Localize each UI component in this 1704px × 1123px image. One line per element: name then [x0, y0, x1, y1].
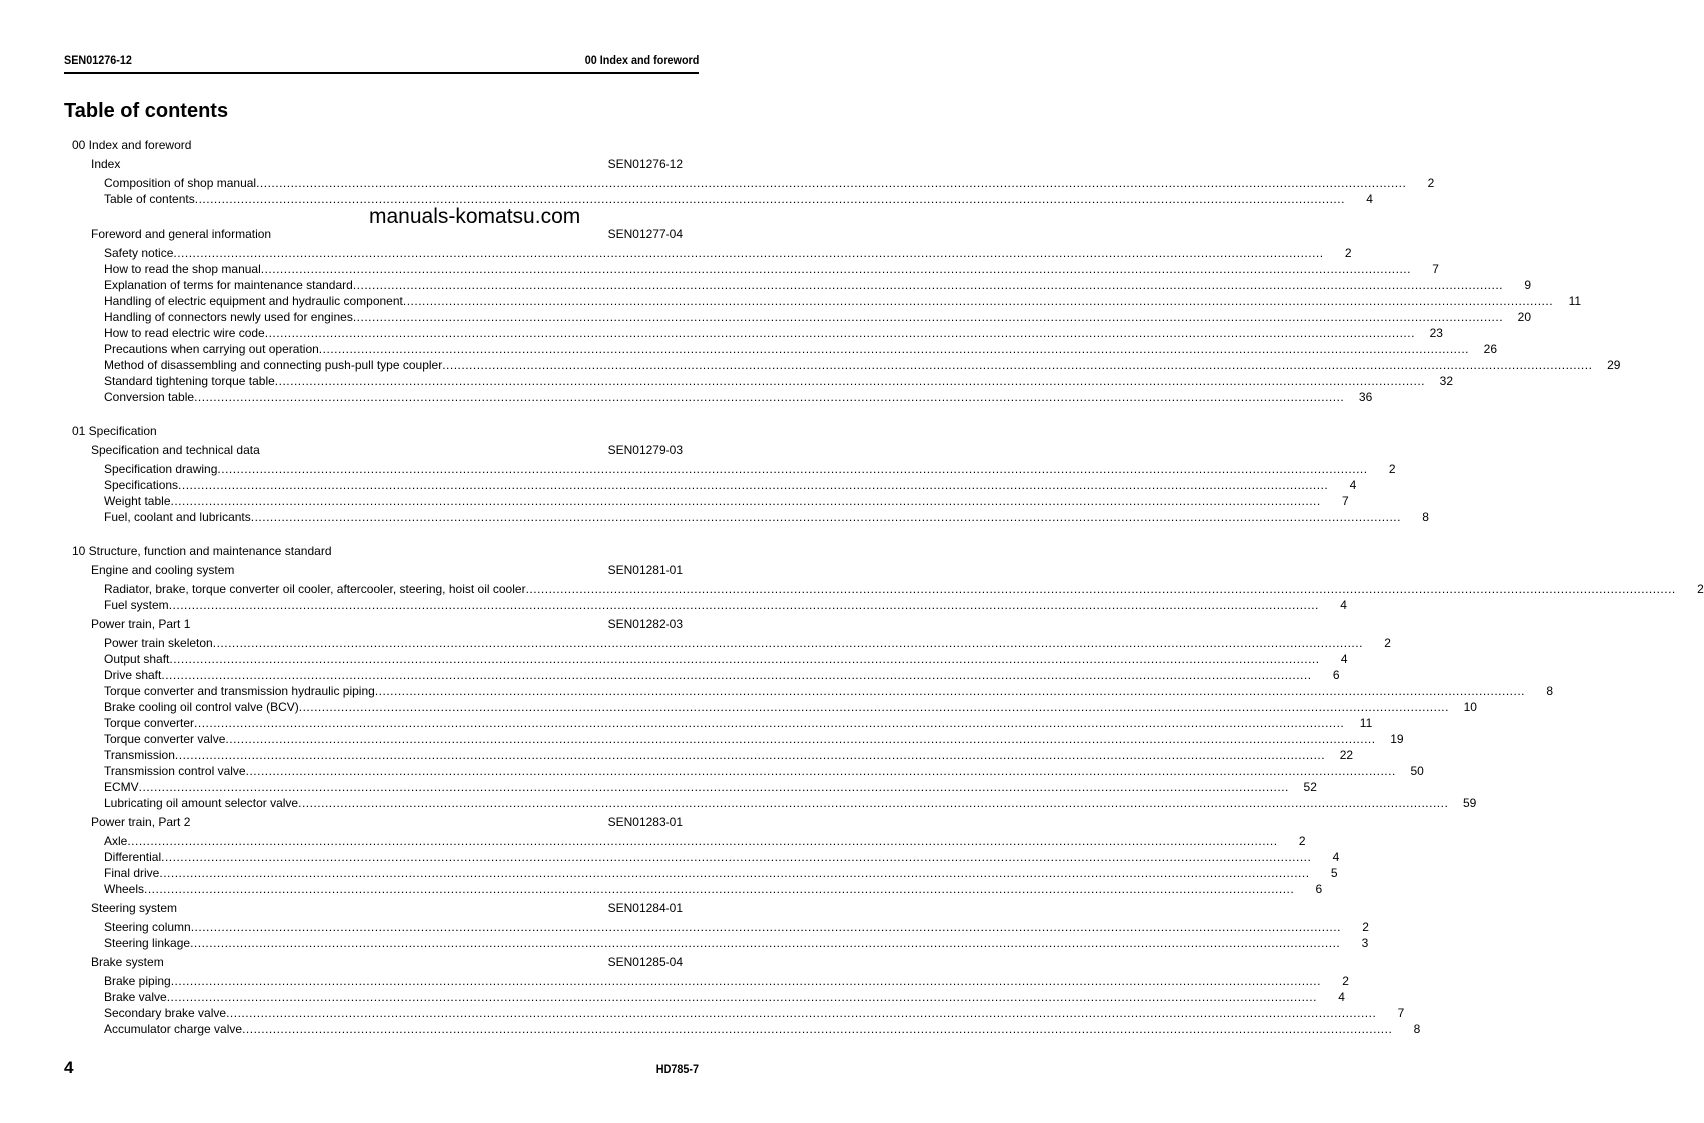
dot-leader: ............................................................................................................................................................................................................................................................................................................ [174, 748, 1326, 762]
toc-item-label: Lubricating oil amount selector valve [104, 796, 299, 810]
toc-doc-code: SEN01281-01 [607, 563, 683, 577]
toc-item-row[interactable] [104, 651, 1348, 667]
toc-item-row[interactable] [104, 635, 1391, 651]
toc-item-row[interactable] [104, 699, 1477, 715]
toc-item-label: Steering linkage [104, 936, 191, 950]
dot-leader: ............................................................................................................................................................................................................................................................................................................ [245, 764, 1396, 778]
toc-item-row[interactable] [104, 881, 1323, 897]
toc-section-row [72, 543, 683, 559]
toc-item-label: Method of disassembling and connecting push-pull type coupler [104, 358, 443, 372]
toc-doc-label: Power train, Part 2 [91, 815, 191, 829]
dot-leader: ............................................................................................................................................................................................................................................................................................................ [169, 652, 1320, 666]
toc-page-number: 59 [1462, 796, 1477, 810]
dot-leader: ............................................................................................................................................................................................................................................................................................................ [402, 294, 1554, 308]
dot-leader: ............................................................................................................................................................................................................................................................................................................ [212, 636, 1363, 650]
toc-page-number: 11 [1568, 294, 1582, 308]
toc-item-label: Differential [104, 850, 162, 864]
toc-page-number: 36 [1358, 390, 1373, 404]
toc-item-row[interactable] [104, 477, 1357, 493]
dot-leader: ............................................................................................................................................................................................................................................................................................................ [194, 390, 1345, 404]
toc-item-label: Table of contents [104, 192, 195, 206]
dot-leader: ............................................................................................................................................................................................................................................................................................................ [260, 262, 1411, 276]
toc-item-label: Transmission [104, 748, 175, 762]
toc-page-number: 2 [1697, 582, 1704, 596]
toc-doc-label: Brake system [91, 955, 164, 969]
toc-item-row[interactable] [104, 461, 1396, 477]
toc-doc-code: SEN01277-04 [607, 227, 683, 241]
toc-page-number: 4 [1338, 990, 1345, 1004]
toc-item-row[interactable] [104, 597, 1347, 613]
toc-item-row[interactable] [104, 509, 1429, 525]
toc-item-label: Wheels [104, 882, 145, 896]
dot-leader: ............................................................................................................................................................................................................................................................................................................ [352, 310, 1504, 324]
toc-item-row[interactable] [104, 1005, 1405, 1021]
toc-item-row[interactable] [104, 935, 1369, 951]
toc-item-label: Transmission control valve [104, 764, 246, 778]
dot-leader: ............................................................................................................................................................................................................................................................................................................ [161, 850, 1312, 864]
toc-section-row [72, 423, 683, 439]
toc-page-number: 7 [1397, 1006, 1405, 1020]
toc-item-label: ECMV [104, 780, 139, 794]
toc-item-label: Output shaft [104, 652, 170, 666]
toc-page-number: 8 [1422, 510, 1429, 524]
toc-page-number: 52 [1303, 780, 1317, 794]
toc-page-number: 2 [1344, 246, 1352, 260]
dot-leader: ............................................................................................................................................................................................................................................................................................................ [226, 1006, 1377, 1020]
table-of-contents [72, 137, 1704, 1037]
dot-leader: ............................................................................................................................................................................................................................................................................................................ [217, 462, 1368, 476]
toc-item-label: Torque converter valve [104, 732, 226, 746]
toc-item-row[interactable] [104, 833, 1306, 849]
toc-item-row[interactable] [104, 341, 1497, 357]
toc-page-number: 4 [1349, 478, 1357, 492]
toc-doc-row[interactable] [91, 156, 683, 172]
toc-page-number: 2 [1388, 462, 1396, 476]
dot-leader: ............................................................................................................................................................................................................................................................................................................ [173, 246, 1324, 260]
toc-item-row[interactable] [104, 261, 1439, 277]
dot-leader: ............................................................................................................................................................................................................................................................................................................ [225, 732, 1376, 746]
dot-leader: ............................................................................................................................................................................................................................................................................................................ [190, 936, 1341, 950]
toc-section-row [72, 137, 683, 153]
toc-item-row[interactable] [104, 865, 1338, 881]
toc-item-label: How to read electric wire code [104, 326, 265, 340]
toc-item-label: How to read the shop manual [104, 262, 261, 276]
toc-section-label: 00 Index and foreword [72, 138, 192, 152]
dot-leader: ............................................................................................................................................................................................................................................................................................................ [374, 684, 1526, 698]
toc-doc-code: SEN01284-01 [607, 901, 683, 915]
toc-page-number: 29 [1607, 358, 1621, 372]
toc-page-number: 7 [1432, 262, 1439, 276]
toc-doc-label: Power train, Part 1 [91, 617, 191, 631]
toc-item-label: Fuel system [104, 598, 169, 612]
toc-doc-code: SEN01285-04 [607, 955, 683, 969]
toc-item-label: Specifications [104, 478, 179, 492]
toc-doc-label: Foreword and general information [91, 227, 272, 241]
toc-item-label: Fuel, coolant and lubricants [104, 510, 251, 524]
toc-item-row[interactable] [104, 973, 1349, 989]
toc-page-number: 32 [1439, 374, 1453, 388]
toc-page-number: 23 [1429, 326, 1443, 340]
page-number: 4 [64, 1058, 74, 1077]
toc-page-number: 50 [1410, 764, 1424, 778]
toc-item-row[interactable] [104, 309, 1532, 325]
toc-page-number: 20 [1517, 310, 1532, 324]
toc-item-label: Weight table [104, 494, 171, 508]
toc-page-number: 4 [1332, 850, 1340, 864]
toc-doc-row[interactable] [91, 814, 683, 830]
dot-leader: ............................................................................................................................................................................................................................................................................................................ [170, 974, 1321, 988]
toc-item-row[interactable] [104, 849, 1340, 865]
toc-doc-code: SEN01276-12 [607, 157, 683, 171]
dot-leader: ............................................................................................................................................................................................................................................................................................................ [190, 920, 1341, 934]
toc-item-row[interactable] [104, 389, 1373, 405]
header-doc-code: SEN01276-12 [64, 53, 132, 67]
toc-item-label: Brake piping [104, 974, 171, 988]
toc-item-label: Composition of shop manual [104, 176, 257, 190]
toc-doc-code: SEN01282-03 [607, 617, 683, 631]
toc-item-label: Radiator, brake, torque converter oil cooler, aftercooler, steering, hoist oil cooler [104, 582, 526, 596]
toc-page-number: 4 [1366, 192, 1373, 206]
dot-leader: ............................................................................................................................................................................................................................................................................................................ [264, 326, 1415, 340]
toc-page-number: 2 [1342, 974, 1349, 988]
toc-item-label: Brake valve [104, 990, 167, 1004]
toc-page-number: 6 [1332, 668, 1340, 682]
dot-leader: ............................................................................................................................................................................................................................................................................................................ [256, 176, 1407, 190]
dot-leader: ............................................................................................................................................................................................................................................................................................................ [138, 780, 1289, 794]
dot-leader: ............................................................................................................................................................................................................................................................................................................ [298, 700, 1449, 714]
dot-leader: ............................................................................................................................................................................................................................................................................................................ [161, 668, 1312, 682]
toc-doc-code: SEN01283-01 [607, 815, 683, 829]
toc-page-number: 2 [1298, 834, 1306, 848]
dot-leader: ............................................................................................................................................................................................................................................................................................................ [242, 1022, 1393, 1036]
toc-item-row[interactable] [104, 175, 1435, 191]
toc-item-label: Secondary brake valve [104, 1006, 227, 1020]
toc-item-row[interactable] [104, 293, 1582, 309]
dot-leader: ............................................................................................................................................................................................................................................................................................................ [168, 598, 1319, 612]
dot-leader: ............................................................................................................................................................................................................................................................................................................ [194, 192, 1345, 206]
toc-page-number: 26 [1483, 342, 1497, 356]
toc-page-number: 2 [1427, 176, 1435, 190]
dot-leader: ............................................................................................................................................................................................................................................................................................................ [352, 278, 1504, 292]
toc-page-number: 2 [1362, 920, 1369, 934]
toc-doc-row[interactable] [91, 616, 683, 632]
toc-page-number: 5 [1330, 866, 1338, 880]
toc-doc-row[interactable] [91, 562, 683, 578]
toc-item-row[interactable] [104, 763, 1424, 779]
toc-doc-label: Engine and cooling system [91, 563, 235, 577]
toc-item-row[interactable] [104, 493, 1349, 509]
dot-leader: ............................................................................................................................................................................................................................................................................................................ [166, 990, 1317, 1004]
toc-page-number: 3 [1361, 936, 1369, 950]
toc-item-row[interactable] [104, 715, 1373, 731]
toc-item-row[interactable] [104, 667, 1340, 683]
toc-page-number: 9 [1524, 278, 1532, 292]
toc-page-number: 22 [1339, 748, 1354, 762]
dot-leader: ............................................................................................................................................................................................................................................................................................................ [250, 510, 1401, 524]
toc-section-label: 01 Specification [72, 424, 157, 438]
toc-item-row[interactable] [104, 795, 1477, 811]
toc-item-row[interactable] [104, 747, 1354, 763]
dot-leader: ............................................................................................................................................................................................................................................................................................................ [194, 716, 1345, 730]
toc-page-number: 4 [1340, 652, 1348, 666]
dot-leader: ............................................................................................................................................................................................................................................................................................................ [144, 882, 1295, 896]
dot-leader: ............................................................................................................................................................................................................................................................................................................ [274, 374, 1425, 388]
page-title: Table of contents [64, 100, 229, 122]
toc-item-label: Safety notice [104, 246, 174, 260]
toc-item-label: Conversion table [104, 390, 195, 404]
toc-page-number: 6 [1315, 882, 1323, 896]
toc-page-number: 4 [1340, 598, 1347, 612]
dot-leader: ............................................................................................................................................................................................................................................................................................................ [298, 796, 1449, 810]
dot-leader: ............................................................................................................................................................................................................................................................................................................ [159, 866, 1310, 880]
toc-item-label: Handling of connectors newly used for engines [104, 310, 353, 324]
dot-leader: ............................................................................................................................................................................................................................................................................................................ [525, 582, 1676, 596]
toc-page-number: 11 [1359, 716, 1373, 730]
watermark: manuals-komatsu.com [369, 205, 581, 228]
toc-doc-label: Steering system [91, 901, 178, 915]
toc-doc-code: SEN01279-03 [607, 443, 683, 457]
toc-item-row[interactable] [104, 731, 1404, 747]
toc-item-row[interactable] [104, 245, 1352, 261]
toc-item-row[interactable] [104, 325, 1443, 341]
toc-item-label: Specification drawing [104, 462, 218, 476]
toc-item-row[interactable] [104, 919, 1369, 935]
toc-item-label: Axle [104, 834, 128, 848]
toc-item-row[interactable] [104, 581, 1704, 597]
toc-item-label: Drive shaft [104, 668, 162, 682]
dot-leader: ............................................................................................................................................................................................................................................................................................................ [318, 342, 1469, 356]
dot-leader: ............................................................................................................................................................................................................................................................................................................ [442, 358, 1593, 372]
toc-doc-label: Index [91, 157, 121, 171]
toc-section-label: 10 Structure, function and maintenance standard [72, 544, 332, 558]
toc-item-label: Torque converter and transmission hydraulic piping [104, 684, 375, 698]
toc-item-row[interactable] [104, 277, 1532, 293]
toc-page-number: 8 [1546, 684, 1554, 698]
toc-item-label: Final drive [104, 866, 160, 880]
dot-leader: ............................................................................................................................................................................................................................................................................................................ [178, 478, 1329, 492]
model-number: HD785-7 [655, 1062, 699, 1076]
toc-item-row[interactable] [104, 1021, 1421, 1037]
toc-item-row[interactable] [104, 779, 1317, 795]
toc-item-row[interactable] [104, 373, 1453, 389]
toc-item-label: Handling of electric equipment and hydraulic component [104, 294, 403, 308]
header-divider [64, 72, 699, 74]
toc-item-label: Torque converter [104, 716, 195, 730]
toc-item-label: Precautions when carrying out operation [104, 342, 319, 356]
toc-item-label: Explanation of terms for maintenance standard [104, 278, 353, 292]
toc-item-label: Brake cooling oil control valve (BCV) [104, 700, 299, 714]
header-section: 00 Index and foreword [584, 53, 699, 67]
toc-item-label: Steering column [104, 920, 191, 934]
toc-page-number: 10 [1463, 700, 1477, 714]
toc-item-row[interactable] [104, 989, 1345, 1005]
toc-doc-label: Specification and technical data [91, 443, 260, 457]
toc-item-row[interactable] [104, 357, 1621, 373]
toc-doc-row[interactable] [91, 900, 683, 916]
toc-item-row[interactable] [104, 683, 1554, 699]
toc-doc-row[interactable] [91, 442, 683, 458]
dot-leader: ............................................................................................................................................................................................................................................................................................................ [127, 834, 1278, 848]
toc-item-label: Accumulator charge valve [104, 1022, 243, 1036]
toc-doc-row[interactable] [91, 226, 683, 242]
toc-page-number: 2 [1384, 636, 1391, 650]
dot-leader: ............................................................................................................................................................................................................................................................................................................ [170, 494, 1321, 508]
toc-page-number: 19 [1390, 732, 1404, 746]
toc-doc-row[interactable] [91, 954, 683, 970]
toc-item-label: Standard tightening torque table [104, 374, 275, 388]
toc-page-number: 8 [1413, 1022, 1421, 1036]
toc-page-number: 7 [1342, 494, 1349, 508]
toc-item-label: Power train skeleton [104, 636, 213, 650]
